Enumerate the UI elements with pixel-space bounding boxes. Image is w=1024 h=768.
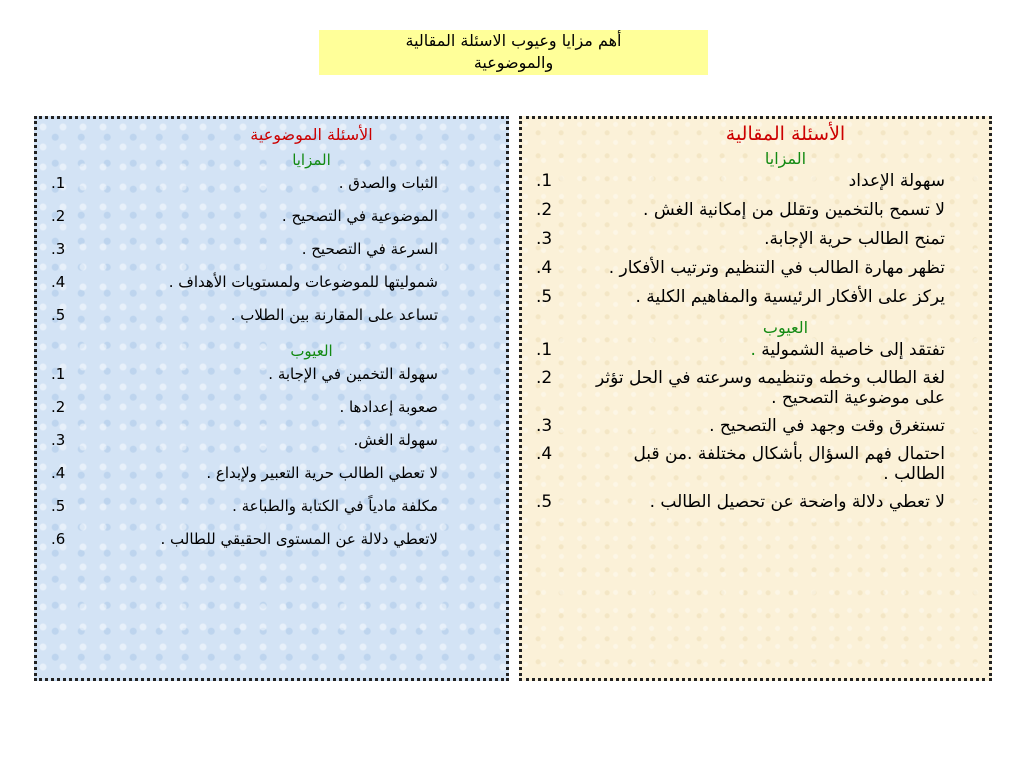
item-number: 3. — [536, 229, 553, 249]
list-item — [522, 492, 989, 512]
item-number: 2. — [536, 200, 553, 220]
list-item — [37, 272, 506, 292]
list-item — [37, 529, 506, 549]
list-item — [522, 200, 989, 220]
item-text: الموضوعية في التصحيح . — [281, 207, 438, 225]
essay-advantages-list — [522, 171, 989, 307]
item-text-body: تفتقد إلى خاصية الشمولية — [761, 340, 945, 360]
list-item — [37, 496, 506, 516]
list-item — [37, 364, 506, 384]
list-item — [522, 258, 989, 278]
essay-heading: الأسئلة المقالية — [725, 123, 846, 145]
item-number: 2. — [51, 207, 66, 225]
slide-title-line1: أهم مزايا وعيوب الاسئلة المقالية — [405, 31, 622, 50]
item-number: 5. — [51, 306, 66, 324]
item-text: الثبات والصدق . — [338, 174, 438, 192]
slide-title — [319, 30, 708, 75]
list-item — [37, 430, 506, 450]
item-number: 6. — [51, 530, 66, 548]
item-text: تمنح الطالب حرية الإجابة. — [764, 229, 945, 249]
item-number: 1. — [536, 171, 553, 191]
objective-advantages-list — [37, 173, 506, 325]
item-text: يركز على الأفكار الرئيسية والمفاهيم الكلية . — [635, 287, 945, 307]
item-text: لا تسمح بالتخمين وتقلل من إمكانية الغش . — [643, 200, 945, 220]
essay-disadvantages-list — [522, 340, 989, 512]
objective-heading: الأسئلة الموضوعية — [250, 125, 373, 144]
item-number: 4. — [536, 258, 553, 278]
item-text: تساعد على المقارنة بين الطلاب . — [230, 306, 438, 324]
item-number: 4. — [536, 444, 553, 464]
item-text — [596, 340, 945, 360]
green-dot: . — [750, 340, 756, 360]
list-item — [37, 173, 506, 193]
item-number: 3. — [536, 416, 553, 436]
list-item — [522, 340, 989, 360]
item-text: مكلفة مادياً في الكتابة والطباعة . — [232, 497, 438, 515]
item-text: صعوبة إعدادها . — [339, 398, 438, 416]
list-item — [37, 206, 506, 226]
objective-advantages-label: المزايا — [292, 151, 331, 169]
list-item — [522, 171, 989, 191]
list-item — [522, 287, 989, 307]
item-number: 1. — [51, 174, 66, 192]
item-text: السرعة في التصحيح . — [301, 240, 438, 258]
item-number: 5. — [536, 492, 553, 512]
list-item — [37, 463, 506, 483]
objective-questions-panel — [34, 116, 509, 681]
essay-advantages-label: المزايا — [764, 149, 807, 168]
item-text: لا تعطي الطالب حرية التعبير ولإبداع . — [206, 464, 438, 482]
item-text: سهولة الإعداد — [848, 171, 945, 191]
item-text: تظهر مهارة الطالب في التنظيم وترتيب الأفكار . — [608, 258, 945, 278]
list-item — [37, 397, 506, 417]
essay-disadvantages-label: العيوب — [762, 318, 809, 337]
item-text: تستغرق وقت وجهد في التصحيح . — [709, 416, 945, 436]
list-item — [522, 444, 989, 484]
list-item — [37, 239, 506, 259]
list-item — [522, 368, 989, 408]
item-number: 4. — [51, 464, 66, 482]
list-item — [37, 305, 506, 325]
slide-title-line2: والموضوعية — [473, 53, 554, 72]
item-number: 3. — [51, 431, 66, 449]
list-item — [522, 229, 989, 249]
item-number: 1. — [536, 340, 553, 360]
item-number: 5. — [536, 287, 553, 307]
item-text: سهولة الغش. — [353, 431, 438, 449]
item-text: لاتعطي دلالة عن المستوى الحقيقي للطالب . — [160, 530, 438, 548]
item-text: سهولة التخمين في الإجابة . — [268, 365, 438, 383]
item-text: احتمال فهم السؤال بأشكال مختلفة .من قبل الطالب . — [633, 444, 945, 484]
item-text: لا تعطي دلالة واضحة عن تحصيل الطالب . — [649, 492, 945, 512]
objective-disadvantages-label: العيوب — [290, 342, 333, 360]
essay-questions-panel — [519, 116, 992, 681]
item-number: 3. — [51, 240, 66, 258]
list-item — [522, 416, 989, 436]
item-text: شموليتها للموضوعات ولمستويات الأهداف . — [168, 273, 438, 291]
item-text: لغة الطالب وخطه وتنظيمه وسرعته في الحل تؤثر على موضوعية التصحيح . — [596, 368, 945, 408]
item-number: 4. — [51, 273, 66, 291]
objective-disadvantages-list — [37, 364, 506, 549]
item-number: 2. — [51, 398, 66, 416]
item-number: 5. — [51, 497, 66, 515]
item-number: 2. — [536, 368, 553, 388]
item-number: 1. — [51, 365, 66, 383]
